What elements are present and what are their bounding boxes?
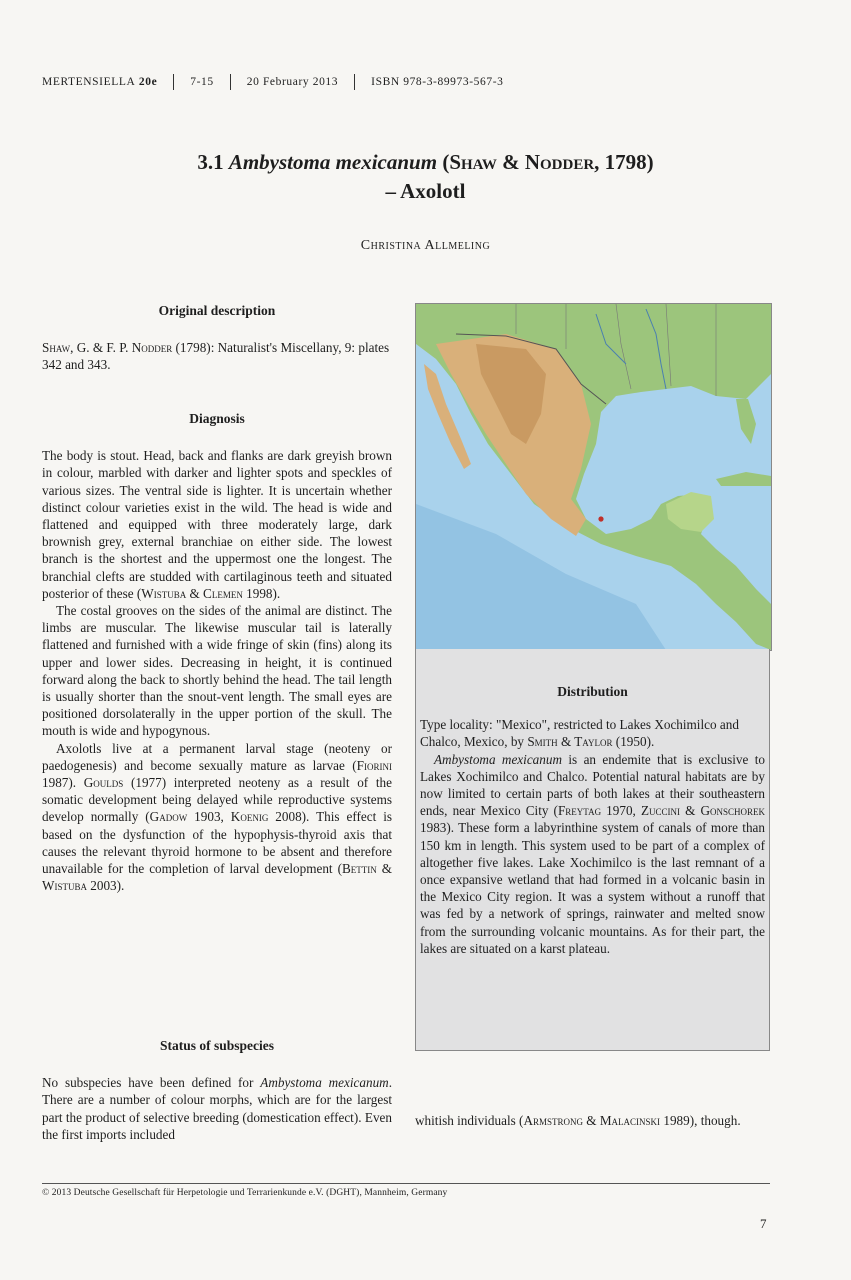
distribution-paragraph-1: Type locality: "Mexico", restricted to Lakes Xochimilco and Chalco, Mexico, by Smith & Taylor (1950). — [420, 717, 739, 750]
isbn: ISBN 978-3-89973-567-3 — [371, 76, 504, 88]
diagnosis-paragraph-1: The body is stout. Head, back and flanks are dark greyish brown in colour, marbled with darker and lighter spots and speckles of various sizes. The ventral side is lighter. It is uncertain whether distinct colour varieties exist in the wild. The head is wide and flattened and equipped with three moderately large, dark brownish grey, external branchiae on either side. The lowest branch is the shortest and the uppermost one the longest. The branchial clefts are studded with cartilaginous teeth and situated posterior of these (Wistuba & Clemen 1998). — [42, 448, 392, 601]
header-divider — [230, 74, 231, 90]
copyright-footer: © 2013 Deutsche Gesellschaft für Herpetologie und Terrarienkunde e.V. (DGHT), Mannheim, Germany — [42, 1188, 448, 1198]
section-heading: Original description — [158, 303, 276, 318]
journal-volume: 20e — [138, 76, 158, 88]
footer-rule — [42, 1183, 770, 1184]
diagnosis-paragraph-2: The costal grooves on the sides of the animal are distinct. The limbs are muscular. The likewise muscular tail is laterally flattened and furnished with a wide fringe of skin (fins) along its upper and lower sides. Decreasing in height, it is continued forward along the back to shortly behind the head. The tail length is usually shorter than the snout-vent length. The small eyes are positioned dorsolaterally in the upper portion of the skull. The mouth is wide and hypogynous. — [42, 603, 392, 739]
header-divider — [354, 74, 355, 90]
section-heading: Status of subspecies — [159, 1038, 275, 1053]
header-divider — [173, 74, 174, 90]
species-authority: (Shaw & Nodder, 1798) — [442, 150, 654, 174]
mexico-map-graphic — [416, 304, 771, 650]
publication-date: 20 February 2013 — [246, 76, 339, 88]
page-number: 7 — [760, 1216, 767, 1231]
article-title — [60, 148, 791, 206]
original-description-section — [42, 302, 392, 374]
diagnosis-paragraph-3: Axolotls live at a permanent larval stage (neoteny or paedogenesis) and become sexually mature as larvae (Fiorini 1987). Goulds (1977) interpreted neoteny as a result of the somatic development being delayed while reproductive systems develop normally (Gadow 1903, Koenig 2008). This effect is based on the dysfunction of the hypophysis-thyroid axis that causes the relevant thyroid hormone to be absent and therefore unavailable for the completion of larval development (Bettin & Wistuba 2003). — [42, 740, 393, 894]
distribution-map — [415, 303, 772, 651]
section-number: 3.1 — [197, 150, 224, 174]
subspecies-section — [42, 1037, 392, 1143]
section-heading: Diagnosis — [189, 411, 245, 426]
original-description-text: Shaw, G. & F. P. Nodder (1798): Naturalist's Miscellany, 9: plates 342 and 343. — [42, 340, 390, 373]
distribution-section — [415, 649, 770, 1051]
diagnosis-section — [42, 410, 392, 894]
subspecies-continuation: whitish individuals (Armstrong & Malacinski 1989), though. — [415, 1113, 741, 1128]
journal-name: MERTENSIELLA — [42, 76, 136, 88]
author-name: Christina Allmeling — [360, 238, 491, 253]
species-name: Ambystoma mexicanum — [228, 150, 438, 174]
subspecies-text: No subspecies have been defined for Ambystoma mexicanum. There are a number of colour morphs, which are for the largest part the product of selective breeding (domestication effect). Even the first imports included — [42, 1075, 392, 1142]
mexico-city-marker — [598, 516, 603, 521]
section-heading: Distribution — [557, 684, 628, 699]
page-range: 7-15 — [190, 76, 214, 88]
distribution-paragraph-2: Ambystoma mexicanum is an endemite that is exclusive to Lakes Xochimilco and Chalco. Potential natural habitats are by now limited to certain parts of both lakes at their southeastern ends, near Mexico City (Freytag 1970, Zuccini & Gonschorek 1983). These form a labyrinthine system of canals of more than 150 km in length. This system used to be part of a complex of altogether five lakes. Lake Xochimilco is the last remnant of a once expansive wetland that had formed in a volcanic basin in the Mexico City region. It was a system without a runoff that was fed by a network of springs, rainwater and melted snow from the surrounding volcanic mountains. As for their part, the lakes are situated on a karst plateau. — [420, 751, 765, 956]
running-header — [42, 74, 504, 90]
common-name: – Axolotl — [385, 179, 466, 203]
